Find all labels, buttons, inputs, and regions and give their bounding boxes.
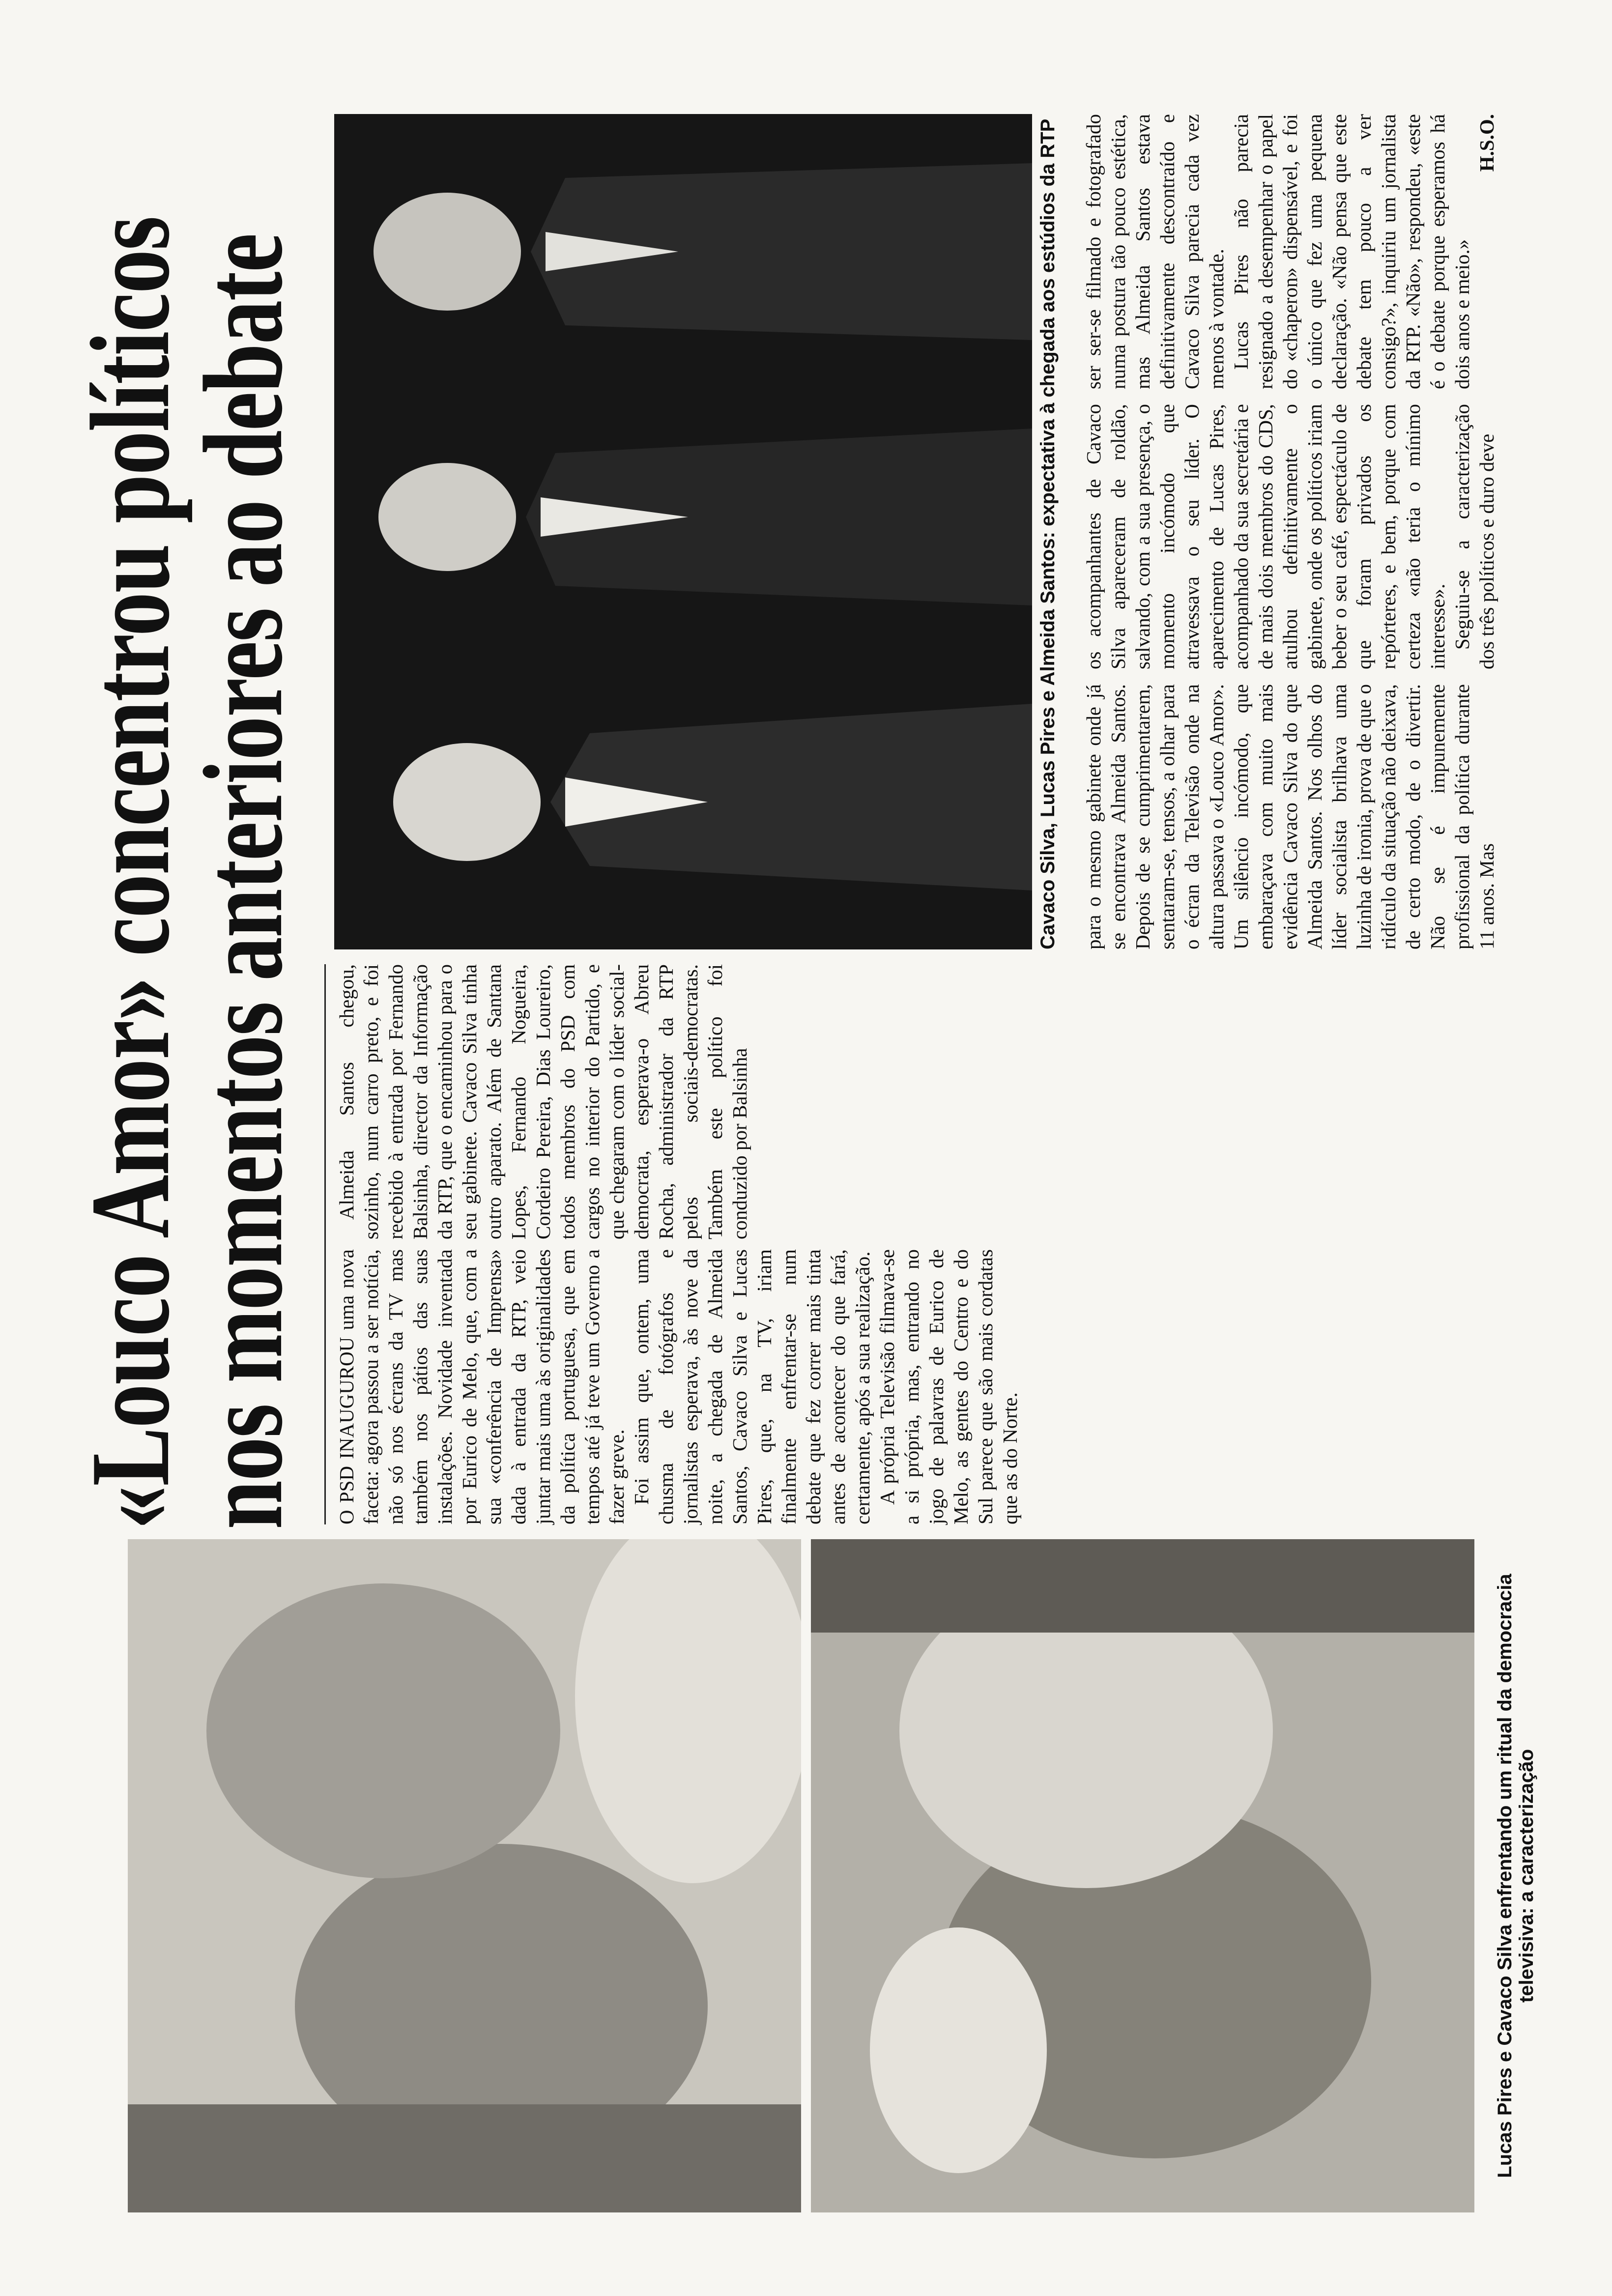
headline-line-1: «Louco Amor» concentrou políticos [67,217,193,1529]
paragraph: Foi assim que, ontem, uma chusma de fotógrafos e jornalistas esperava, às nove da noite, a chegada de Almeida Santos, Cavaco Silva e Lucas Pires, que, na TV, iriam finalmente enfrentar-se num debate que fez correr mais tinta antes de acontecer do que fará, certamente, após a sua realização. [630,1249,874,1524]
article-column-5 [1081,114,1499,389]
photo-makeup-bottom [811,1539,1474,2212]
paragraph: Almeida Santos chegou, sozinho, num carro preto, e foi recebido à entrada por Fernando Balsinha, director da Informação da RTP, que o encaminhou para o seu gabinete. Cavaco Silva tinha outro aparato. Além de Santana Lopes, Fernando Nogueira, Cordeiro Pereira, Dias Loureiro, todos membros do PSD com cargos no interior do Partido, e que chegaram com o líder social-democrata, esperava-o Abreu Rocha, administrador da RTP pelos sociais-democratas. Também este político foi conduzido por Balsinha [335,964,751,1239]
paragraph: Seguiu-se a caracterização dos três políticos e duro deve [1451,404,1498,669]
photo-image [811,1539,1474,2212]
photo-politicians-arrival [334,114,1032,949]
paragraph: Lucas Pires não parecia resignado a desempenhar o papel do «chaperon» dispensável, e foi o único que fez uma pequena declaração. «Não pensa que este debate tem pouco a ver consigo?», inquiriu um jornalista da RTP. «Não», respondeu, «este é o debate porque esperamos há dois anos e meio.» [1230,114,1473,389]
paragraph: os acompanhantes de Cavaco Silva apareceram de roldão, salvando, com a sua presença, o momento incómodo que atravessava o seu líder. O aparecimento de Lucas Pires, acompanhado da sua secretária e de mais dois membros do CDS, atulhou definitivamente o gabinete, onde os políticos iriam beber o seu café, espectáculo de que foram privados os repórteres, e bem, porque com certeza «não teria o mínimo interesse». [1082,404,1449,669]
article-column-1 [334,1249,1022,1524]
paragraph: ser ser-se filmado e fotografado numa postura tão pouco estética, mas Almeida Santos estava definitivamente descontraído e Cavaco Silva parecia cada vez menos à vontade. [1082,114,1228,389]
article-column-4 [1081,404,1499,669]
caption-left-photos: Lucas Pires e Cavaco Silva enfrentando um ritual da democracia televisiva: a caracterização [1494,1574,1537,2178]
caption-main-photo: Cavaco Silva, Lucas Pires e Almeida Santos: expectativa à chegada aos estúdios da RTP [1037,118,1059,949]
photo-image [334,114,1032,949]
paragraph: A própria Televisão filmava-se a si própria, mas, entrando no jogo de palavras de Eurico de Melo, as gentes do Centro e do Sul parece que são mais cordatas que as do Norte. [876,1249,1021,1524]
paragraph: O PSD INAUGUROU uma nova faceta: agora passou a ser notícia, não só nos écrans da TV mas também nos pátios das suas instalações. Novidade inventada por Eurico de Melo, que, com a sua «conferência de Imprensa» dada à entrada da RTP, veio juntar mais uma às originalidades da política portuguesa, que em tempos até já teve um Governo a fazer greve. [335,1249,628,1524]
photo-image [128,1539,801,2212]
paragraph: para o mesmo gabinete onde já se encontrava Almeida Santos. Depois de se cumprimentarem, sentaram-se, tensos, a olhar para o écran da Televisão onde na altura passava o «Louco Amor». Um silêncio incómodo, que embaraçava com muito mais evidência Cavaco Silva do que Almeida Santos. Nos olhos do líder socialista brilhava uma luzinha de ironia, prova de que o ridículo da situação não deixava, de certo modo, de o divertir. Não se é impunemente profissional da política durante 11 anos. Mas [1082,684,1498,949]
article-column-3 [1081,684,1499,949]
article-column-2 [334,964,752,1239]
headline [67,81,306,1529]
column-rule [324,964,326,1524]
author-signature: H.S.O. [1475,114,1498,172]
headline-line-2: nos momentos anteriores ao debate [180,234,306,1529]
photo-makeup-top [128,1539,801,2212]
